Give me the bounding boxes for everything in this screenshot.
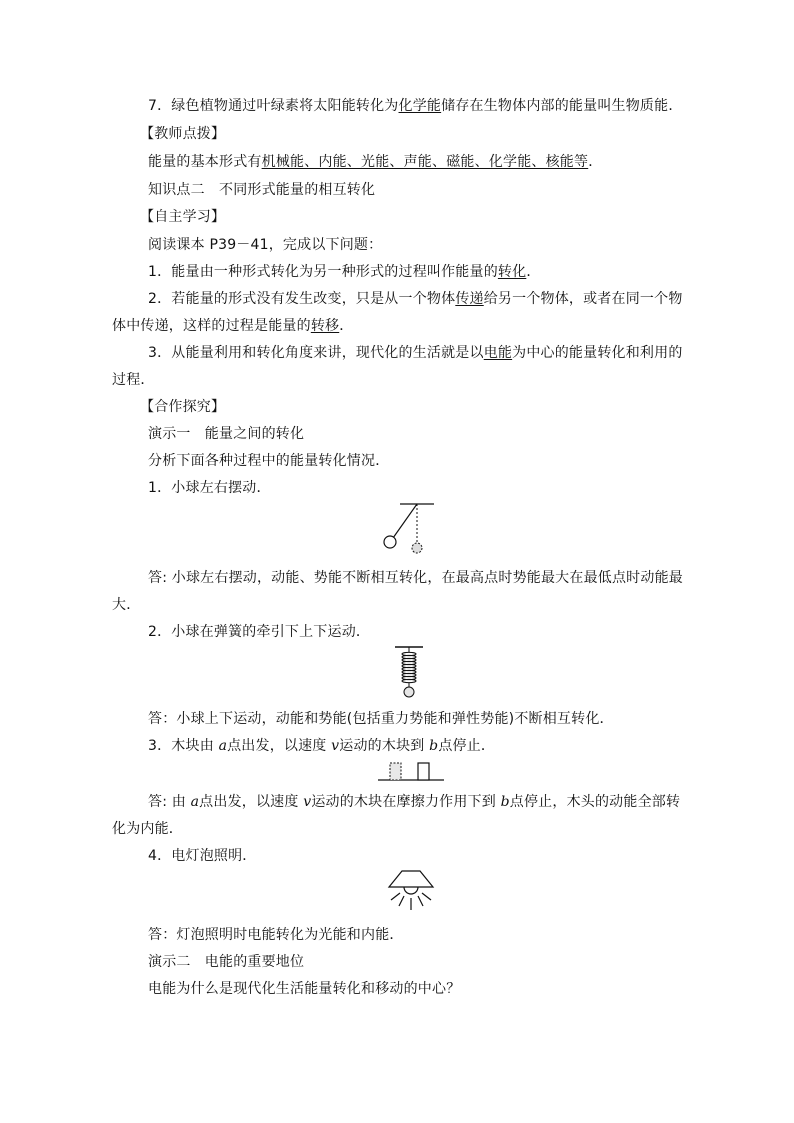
answer-line-3-cont: 化为内能． [112,821,183,837]
variable-a: a [218,738,228,754]
variable-a: a [190,794,200,810]
text-line-reading-instruction: 阅读课本 P39－41，完成以下问题： [148,237,383,253]
section-heading-cooperative: 【合作探究】 [140,399,226,415]
knowledge-point-heading: 知识点二 不同形式能量的相互转化 [148,182,376,198]
answer-line-2: 答：小球上下运动，动能和势能(包括重力势能和弹性势能)不断相互转化． [148,711,614,727]
answer-line-1: 答: 小球左右摆动，动能、势能不断相互转化，在最高点时势能最大在最低点时动能最 [148,570,683,586]
answer-blank: 传递 [455,291,484,307]
answer-blank: 化学能 [398,98,442,114]
answer-blank: 电能 [483,345,513,361]
text-line-analyze: 分析下面各种过程中的能量转化情况． [148,453,390,469]
demo-two-heading: 演示二 电能的重要地位 [148,954,305,970]
pendulum-figure [380,500,440,558]
variable-v: v [303,794,312,810]
variable-b: b [429,738,439,754]
text-line-q2: 2．若能量的形式没有发生改变，只是从一个物体传递给另一个物体，或者在同一个物 [148,291,683,307]
answer-line-3: 答: 由 a点出发，以速度 v运动的木块在摩擦力作用下到 b点停止，木头的动能全部转 [148,794,681,810]
section-heading-teacher-tips: 【教师点拨】 [140,126,226,142]
text-line-q3: 3．从能量利用和转化角度来讲，现代化的生活就是以电能为中心的能量转化和利用的 [148,345,683,361]
answer-line-1-cont: 大． [112,597,141,613]
text-line-q3-cont: 过程． [112,372,155,388]
answer-blank: 转化 [497,264,527,280]
answer-line-4: 答：灯泡照明时电能转化为光能和内能． [148,927,404,943]
section-heading-self-study: 【自主学习】 [140,209,226,225]
variable-v: v [331,738,340,754]
text-line-item-4: 4．电灯泡照明． [148,848,257,864]
demo-one-heading: 演示一 能量之间的转化 [148,426,305,442]
text-line-question-electric: 电能为什么是现代化生活能量转化和移动的中心？ [148,981,461,997]
text-line-q2-cont: 体中传递，这样的过程是能量的转移． [112,318,354,334]
spring-figure [392,644,426,702]
answer-blank: 机械能、内能、光能、声能、磁能、化学能、核能等 [261,154,589,170]
text-line-item-2: 2．小球在弹簧的牵引下上下运动． [148,624,371,640]
text-line-q1: 1．能量由一种形式转化为另一种形式的过程叫作能量的转化． [148,264,541,280]
text-line-item-7: 7．绿色植物通过叶绿素将太阳能转化为化学能储存在生物体内部的能量叫生物质能． [148,98,683,114]
text-line-energy-forms: 能量的基本形式有机械能、内能、光能、声能、磁能、化学能、核能等． [148,154,603,170]
lamp-icon [386,868,436,914]
answer-blank: 转移 [310,318,340,334]
variable-b: b [500,794,510,810]
text-line-item-3: 3．木块由 a点出发，以速度 v运动的木块到 b点停止． [148,738,496,754]
sliding-block-figure [376,759,446,783]
text-line-item-1: 1．小球左右摆动． [148,480,271,496]
